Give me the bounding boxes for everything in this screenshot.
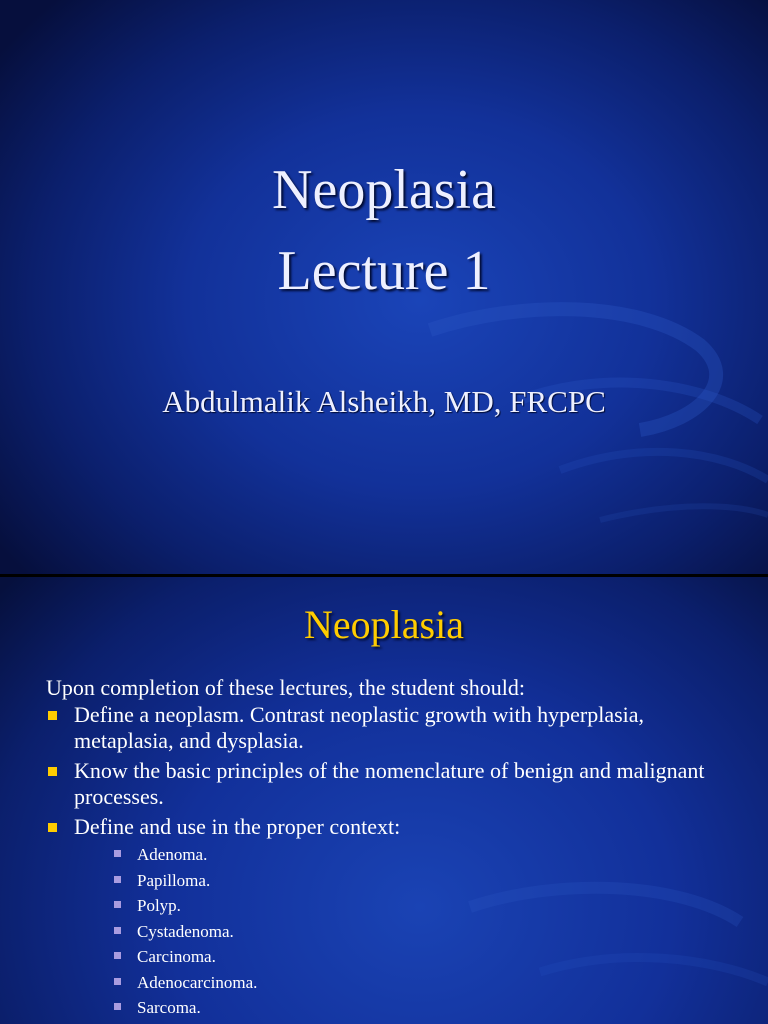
slide-author: Abdulmalik Alsheikh, MD, FRCPC (162, 384, 606, 419)
sub-list-item (74, 995, 746, 1021)
square-bullet-icon (114, 927, 121, 934)
list-item (46, 758, 746, 810)
sub-list-item (74, 970, 746, 996)
sub-bullet-text: Adenocarcinoma. (137, 972, 258, 992)
square-bullet-icon (114, 876, 121, 883)
square-bullet-icon (114, 901, 121, 908)
slide-title-line-1: Neoplasia (272, 159, 496, 221)
list-item (46, 702, 746, 754)
sub-list-item (74, 868, 746, 894)
square-bullet-icon (48, 767, 57, 776)
square-bullet-icon (114, 850, 121, 857)
sub-bullet-text: Cystadenoma. (137, 921, 234, 941)
sub-list-item (74, 944, 746, 970)
slide-title-line-2: Lecture 1 (277, 240, 491, 302)
sub-list-item (74, 919, 746, 945)
list-item (46, 814, 746, 1021)
square-bullet-icon (48, 711, 57, 720)
slide-body (46, 674, 746, 1024)
bullet-text: Define a neoplasm. Contrast neoplastic growth with hyperplasia, metaplasia, and dysplasia. (74, 702, 645, 753)
sub-bullet-text: Sarcoma. (137, 998, 201, 1017)
slide-title: Neoplasia (304, 602, 464, 647)
sub-bullet-text: Papilloma. (137, 870, 211, 890)
sub-list-item (74, 842, 746, 868)
sub-bullet-text: Carcinoma. (137, 947, 216, 966)
bullet-list (46, 702, 746, 1021)
sub-bullet-text: Adenoma. (137, 845, 208, 864)
square-bullet-icon (48, 823, 57, 832)
square-bullet-icon (114, 978, 121, 985)
objectives-slide (0, 577, 768, 1024)
square-bullet-icon (114, 1003, 121, 1010)
sub-bullet-text: Polyp. (137, 896, 181, 915)
bullet-text: Know the basic principles of the nomenclature of benign and malignant processes. (74, 758, 705, 809)
intro-text: Upon completion of these lectures, the student should: (46, 675, 526, 700)
bullet-text: Define and use in the proper context: (74, 814, 401, 839)
sub-bullet-list (74, 842, 746, 1021)
square-bullet-icon (114, 952, 121, 959)
sub-list-item (74, 893, 746, 919)
